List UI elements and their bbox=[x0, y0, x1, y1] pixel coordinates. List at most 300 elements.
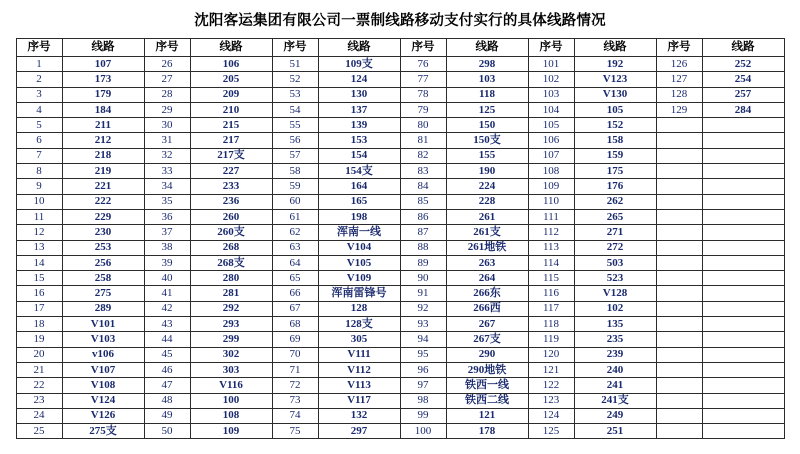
cell-route: 228 bbox=[446, 194, 528, 209]
cell-route: 299 bbox=[190, 332, 272, 347]
cell-route: 290 bbox=[446, 347, 528, 362]
cell-index: 67 bbox=[272, 301, 318, 316]
cell-index: 66 bbox=[272, 286, 318, 301]
cell-index: 50 bbox=[144, 424, 190, 439]
cell-route: V113 bbox=[318, 378, 400, 393]
cell-route: 176 bbox=[574, 179, 656, 194]
cell-index: 14 bbox=[16, 255, 62, 270]
cell-route: 209 bbox=[190, 87, 272, 102]
cell-index bbox=[656, 194, 702, 209]
cell-route: 154支 bbox=[318, 164, 400, 179]
table-row bbox=[16, 87, 784, 102]
table-row bbox=[16, 378, 784, 393]
cell-route bbox=[702, 408, 784, 423]
cell-route: 211 bbox=[62, 118, 144, 133]
cell-index: 116 bbox=[528, 286, 574, 301]
page-title: 沈阳客运集团有限公司一票制线路移动支付实行的具体线路情况 bbox=[194, 13, 606, 29]
cell-index: 74 bbox=[272, 408, 318, 423]
cell-index: 60 bbox=[272, 194, 318, 209]
cell-index: 17 bbox=[16, 301, 62, 316]
cell-index: 29 bbox=[144, 102, 190, 117]
cell-index: 102 bbox=[528, 72, 574, 87]
cell-route: 292 bbox=[190, 301, 272, 316]
cell-route: 浑南雷锋号 bbox=[318, 286, 400, 301]
table-body bbox=[16, 57, 784, 439]
cell-index: 70 bbox=[272, 347, 318, 362]
cell-route: 256 bbox=[62, 255, 144, 270]
table-row bbox=[16, 118, 784, 133]
column-header-index-5: 序号 bbox=[528, 39, 574, 57]
cell-route: 261地铁 bbox=[446, 240, 528, 255]
cell-index bbox=[656, 393, 702, 408]
cell-route: 109 bbox=[190, 424, 272, 439]
cell-route: 265 bbox=[574, 209, 656, 224]
cell-index: 54 bbox=[272, 102, 318, 117]
cell-route: 184 bbox=[62, 102, 144, 117]
cell-index: 86 bbox=[400, 209, 446, 224]
cell-index: 126 bbox=[656, 57, 702, 72]
cell-route: V108 bbox=[62, 378, 144, 393]
cell-index: 33 bbox=[144, 164, 190, 179]
cell-index: 10 bbox=[16, 194, 62, 209]
cell-route: 523 bbox=[574, 271, 656, 286]
cell-index: 103 bbox=[528, 87, 574, 102]
cell-index: 52 bbox=[272, 72, 318, 87]
table-row bbox=[16, 408, 784, 423]
cell-route: 109支 bbox=[318, 57, 400, 72]
cell-index: 34 bbox=[144, 179, 190, 194]
cell-index: 98 bbox=[400, 393, 446, 408]
cell-index: 18 bbox=[16, 317, 62, 332]
cell-route: V124 bbox=[62, 393, 144, 408]
cell-index: 48 bbox=[144, 393, 190, 408]
cell-index: 127 bbox=[656, 72, 702, 87]
cell-index: 73 bbox=[272, 393, 318, 408]
column-header-index-3: 序号 bbox=[272, 39, 318, 57]
cell-index: 61 bbox=[272, 209, 318, 224]
cell-index: 15 bbox=[16, 271, 62, 286]
cell-route: 121 bbox=[446, 408, 528, 423]
cell-route: 152 bbox=[574, 118, 656, 133]
cell-route: 219 bbox=[62, 164, 144, 179]
cell-route bbox=[702, 317, 784, 332]
cell-route: 271 bbox=[574, 225, 656, 240]
cell-route: 215 bbox=[190, 118, 272, 133]
table-row bbox=[16, 347, 784, 362]
cell-route bbox=[702, 179, 784, 194]
cell-route: 175 bbox=[574, 164, 656, 179]
table-row bbox=[16, 148, 784, 163]
cell-route: 铁西二线 bbox=[446, 393, 528, 408]
cell-route: 107 bbox=[62, 57, 144, 72]
cell-route: 267 bbox=[446, 317, 528, 332]
column-header-route-3: 线路 bbox=[318, 39, 400, 57]
cell-index: 87 bbox=[400, 225, 446, 240]
cell-route: 217支 bbox=[190, 148, 272, 163]
cell-index bbox=[656, 301, 702, 316]
cell-index bbox=[656, 332, 702, 347]
cell-route: V101 bbox=[62, 317, 144, 332]
cell-index: 79 bbox=[400, 102, 446, 117]
cell-index: 128 bbox=[656, 87, 702, 102]
cell-index bbox=[656, 408, 702, 423]
cell-index bbox=[656, 255, 702, 270]
table-header-row bbox=[16, 39, 784, 57]
cell-index: 110 bbox=[528, 194, 574, 209]
cell-route bbox=[702, 118, 784, 133]
cell-route: 251 bbox=[574, 424, 656, 439]
cell-index bbox=[656, 317, 702, 332]
cell-route: 154 bbox=[318, 148, 400, 163]
cell-index: 88 bbox=[400, 240, 446, 255]
cell-index: 113 bbox=[528, 240, 574, 255]
cell-index: 94 bbox=[400, 332, 446, 347]
cell-route: 503 bbox=[574, 255, 656, 270]
cell-route: 224 bbox=[446, 179, 528, 194]
cell-route: 132 bbox=[318, 408, 400, 423]
cell-route: 230 bbox=[62, 225, 144, 240]
cell-index: 45 bbox=[144, 347, 190, 362]
cell-route: 178 bbox=[446, 424, 528, 439]
cell-route: 264 bbox=[446, 271, 528, 286]
cell-route: 158 bbox=[574, 133, 656, 148]
cell-index: 114 bbox=[528, 255, 574, 270]
cell-route bbox=[702, 133, 784, 148]
cell-index: 90 bbox=[400, 271, 446, 286]
cell-index: 62 bbox=[272, 225, 318, 240]
table-row bbox=[16, 209, 784, 224]
cell-route: 239 bbox=[574, 347, 656, 362]
cell-route: 266东 bbox=[446, 286, 528, 301]
cell-index: 122 bbox=[528, 378, 574, 393]
cell-index: 19 bbox=[16, 332, 62, 347]
cell-route: 241 bbox=[574, 378, 656, 393]
column-header-route-1: 线路 bbox=[62, 39, 144, 57]
cell-route: 280 bbox=[190, 271, 272, 286]
cell-index: 85 bbox=[400, 194, 446, 209]
cell-route: V103 bbox=[62, 332, 144, 347]
cell-route: 100 bbox=[190, 393, 272, 408]
cell-route: 108 bbox=[190, 408, 272, 423]
cell-index: 100 bbox=[400, 424, 446, 439]
cell-route: V112 bbox=[318, 362, 400, 377]
cell-index: 93 bbox=[400, 317, 446, 332]
cell-index: 123 bbox=[528, 393, 574, 408]
cell-index: 13 bbox=[16, 240, 62, 255]
cell-route: 155 bbox=[446, 148, 528, 163]
cell-index: 72 bbox=[272, 378, 318, 393]
cell-route: 164 bbox=[318, 179, 400, 194]
cell-route: 305 bbox=[318, 332, 400, 347]
cell-index: 68 bbox=[272, 317, 318, 332]
cell-index: 43 bbox=[144, 317, 190, 332]
cell-index: 6 bbox=[16, 133, 62, 148]
cell-route bbox=[702, 148, 784, 163]
cell-route bbox=[702, 301, 784, 316]
cell-index: 84 bbox=[400, 179, 446, 194]
cell-index: 36 bbox=[144, 209, 190, 224]
cell-index: 12 bbox=[16, 225, 62, 240]
cell-route: 217 bbox=[190, 133, 272, 148]
cell-index: 3 bbox=[16, 87, 62, 102]
cell-route: 128支 bbox=[318, 317, 400, 332]
cell-route: 150支 bbox=[446, 133, 528, 148]
cell-index: 112 bbox=[528, 225, 574, 240]
cell-index: 56 bbox=[272, 133, 318, 148]
cell-index: 11 bbox=[16, 209, 62, 224]
cell-index: 120 bbox=[528, 347, 574, 362]
cell-route bbox=[702, 209, 784, 224]
cell-route: 222 bbox=[62, 194, 144, 209]
cell-route: 153 bbox=[318, 133, 400, 148]
cell-index: 40 bbox=[144, 271, 190, 286]
cell-route: 267支 bbox=[446, 332, 528, 347]
table-row bbox=[16, 102, 784, 117]
cell-route bbox=[702, 286, 784, 301]
cell-route: 249 bbox=[574, 408, 656, 423]
cell-route: 289 bbox=[62, 301, 144, 316]
cell-index: 107 bbox=[528, 148, 574, 163]
cell-index: 77 bbox=[400, 72, 446, 87]
cell-route: 221 bbox=[62, 179, 144, 194]
cell-route: 233 bbox=[190, 179, 272, 194]
cell-route: 192 bbox=[574, 57, 656, 72]
cell-index: 9 bbox=[16, 179, 62, 194]
cell-index bbox=[656, 164, 702, 179]
cell-index: 81 bbox=[400, 133, 446, 148]
cell-route: 253 bbox=[62, 240, 144, 255]
cell-route: 261 bbox=[446, 209, 528, 224]
cell-route: V111 bbox=[318, 347, 400, 362]
cell-index: 22 bbox=[16, 378, 62, 393]
cell-index: 75 bbox=[272, 424, 318, 439]
cell-index bbox=[656, 362, 702, 377]
cell-route: 241支 bbox=[574, 393, 656, 408]
cell-index: 121 bbox=[528, 362, 574, 377]
cell-route: 266西 bbox=[446, 301, 528, 316]
cell-route: 235 bbox=[574, 332, 656, 347]
cell-index: 20 bbox=[16, 347, 62, 362]
cell-index: 53 bbox=[272, 87, 318, 102]
table-row bbox=[16, 240, 784, 255]
cell-index: 117 bbox=[528, 301, 574, 316]
cell-route: V130 bbox=[574, 87, 656, 102]
table-row bbox=[16, 194, 784, 209]
cell-index: 82 bbox=[400, 148, 446, 163]
cell-route: V109 bbox=[318, 271, 400, 286]
cell-index: 30 bbox=[144, 118, 190, 133]
column-header-index-1: 序号 bbox=[16, 39, 62, 57]
cell-route: 262 bbox=[574, 194, 656, 209]
table-row bbox=[16, 286, 784, 301]
cell-index: 47 bbox=[144, 378, 190, 393]
cell-route: 173 bbox=[62, 72, 144, 87]
cell-index bbox=[656, 209, 702, 224]
cell-route: V116 bbox=[190, 378, 272, 393]
table-row bbox=[16, 164, 784, 179]
cell-index: 59 bbox=[272, 179, 318, 194]
cell-route: 159 bbox=[574, 148, 656, 163]
cell-route: 179 bbox=[62, 87, 144, 102]
cell-route: 105 bbox=[574, 102, 656, 117]
cell-route: 128 bbox=[318, 301, 400, 316]
cell-route: 260 bbox=[190, 209, 272, 224]
cell-route: 124 bbox=[318, 72, 400, 87]
cell-route: 263 bbox=[446, 255, 528, 270]
cell-route bbox=[702, 347, 784, 362]
cell-index: 55 bbox=[272, 118, 318, 133]
cell-index: 1 bbox=[16, 57, 62, 72]
cell-index: 124 bbox=[528, 408, 574, 423]
cell-index bbox=[656, 378, 702, 393]
cell-route: v106 bbox=[62, 347, 144, 362]
cell-index: 57 bbox=[272, 148, 318, 163]
cell-index bbox=[656, 286, 702, 301]
cell-index: 101 bbox=[528, 57, 574, 72]
cell-index: 118 bbox=[528, 317, 574, 332]
cell-index bbox=[656, 118, 702, 133]
column-header-index-4: 序号 bbox=[400, 39, 446, 57]
cell-route: 257 bbox=[702, 87, 784, 102]
cell-route bbox=[702, 378, 784, 393]
cell-index: 108 bbox=[528, 164, 574, 179]
cell-route: 212 bbox=[62, 133, 144, 148]
cell-route: 254 bbox=[702, 72, 784, 87]
column-header-route-6: 线路 bbox=[702, 39, 784, 57]
cell-index: 25 bbox=[16, 424, 62, 439]
table-row bbox=[16, 179, 784, 194]
cell-index: 71 bbox=[272, 362, 318, 377]
cell-route: V128 bbox=[574, 286, 656, 301]
cell-route: 165 bbox=[318, 194, 400, 209]
cell-index: 80 bbox=[400, 118, 446, 133]
table-row bbox=[16, 362, 784, 377]
cell-route: 298 bbox=[446, 57, 528, 72]
cell-index: 37 bbox=[144, 225, 190, 240]
cell-index: 83 bbox=[400, 164, 446, 179]
cell-route bbox=[702, 164, 784, 179]
table-row bbox=[16, 72, 784, 87]
cell-route: V126 bbox=[62, 408, 144, 423]
cell-index: 105 bbox=[528, 118, 574, 133]
cell-route bbox=[702, 194, 784, 209]
cell-index: 129 bbox=[656, 102, 702, 117]
cell-route: 铁西一线 bbox=[446, 378, 528, 393]
column-header-route-2: 线路 bbox=[190, 39, 272, 57]
cell-index: 89 bbox=[400, 255, 446, 270]
cell-index: 42 bbox=[144, 301, 190, 316]
cell-route: 268支 bbox=[190, 255, 272, 270]
cell-route: 240 bbox=[574, 362, 656, 377]
cell-index: 96 bbox=[400, 362, 446, 377]
cell-route bbox=[702, 271, 784, 286]
cell-route: V105 bbox=[318, 255, 400, 270]
cell-route: 297 bbox=[318, 424, 400, 439]
cell-route: 103 bbox=[446, 72, 528, 87]
table-row bbox=[16, 424, 784, 439]
cell-index: 39 bbox=[144, 255, 190, 270]
table-row bbox=[16, 301, 784, 316]
cell-route: 293 bbox=[190, 317, 272, 332]
cell-route: 浑南一线 bbox=[318, 225, 400, 240]
table-row bbox=[16, 317, 784, 332]
cell-index: 125 bbox=[528, 424, 574, 439]
routes-table bbox=[16, 38, 785, 439]
cell-index: 8 bbox=[16, 164, 62, 179]
cell-route: 198 bbox=[318, 209, 400, 224]
cell-index: 63 bbox=[272, 240, 318, 255]
cell-route: 268 bbox=[190, 240, 272, 255]
cell-route: 118 bbox=[446, 87, 528, 102]
cell-route: 275 bbox=[62, 286, 144, 301]
cell-index: 44 bbox=[144, 332, 190, 347]
cell-route: 302 bbox=[190, 347, 272, 362]
cell-index: 119 bbox=[528, 332, 574, 347]
column-header-index-6: 序号 bbox=[656, 39, 702, 57]
cell-index: 104 bbox=[528, 102, 574, 117]
cell-index: 65 bbox=[272, 271, 318, 286]
cell-index bbox=[656, 133, 702, 148]
cell-index bbox=[656, 148, 702, 163]
column-header-index-2: 序号 bbox=[144, 39, 190, 57]
column-header-route-5: 线路 bbox=[574, 39, 656, 57]
cell-index: 76 bbox=[400, 57, 446, 72]
cell-route: 106 bbox=[190, 57, 272, 72]
cell-index: 5 bbox=[16, 118, 62, 133]
cell-index bbox=[656, 179, 702, 194]
cell-route bbox=[702, 393, 784, 408]
cell-index bbox=[656, 347, 702, 362]
cell-index: 27 bbox=[144, 72, 190, 87]
cell-route: 139 bbox=[318, 118, 400, 133]
cell-route: 218 bbox=[62, 148, 144, 163]
cell-route: 284 bbox=[702, 102, 784, 117]
cell-index: 58 bbox=[272, 164, 318, 179]
cell-index: 78 bbox=[400, 87, 446, 102]
cell-route: 281 bbox=[190, 286, 272, 301]
cell-route bbox=[702, 362, 784, 377]
cell-index: 115 bbox=[528, 271, 574, 286]
cell-route: 261支 bbox=[446, 225, 528, 240]
cell-route: 135 bbox=[574, 317, 656, 332]
cell-route: 210 bbox=[190, 102, 272, 117]
cell-index: 23 bbox=[16, 393, 62, 408]
cell-route: V104 bbox=[318, 240, 400, 255]
cell-route: V123 bbox=[574, 72, 656, 87]
cell-route: 190 bbox=[446, 164, 528, 179]
table-row bbox=[16, 255, 784, 270]
cell-route: 229 bbox=[62, 209, 144, 224]
cell-index: 28 bbox=[144, 87, 190, 102]
cell-index: 91 bbox=[400, 286, 446, 301]
cell-route bbox=[702, 424, 784, 439]
cell-index: 106 bbox=[528, 133, 574, 148]
table-row bbox=[16, 271, 784, 286]
cell-index: 7 bbox=[16, 148, 62, 163]
cell-index: 99 bbox=[400, 408, 446, 423]
cell-index: 49 bbox=[144, 408, 190, 423]
cell-index: 32 bbox=[144, 148, 190, 163]
cell-route: 252 bbox=[702, 57, 784, 72]
cell-route: 227 bbox=[190, 164, 272, 179]
cell-index bbox=[656, 240, 702, 255]
cell-route: 205 bbox=[190, 72, 272, 87]
cell-index: 21 bbox=[16, 362, 62, 377]
cell-index: 2 bbox=[16, 72, 62, 87]
cell-index bbox=[656, 424, 702, 439]
cell-index: 95 bbox=[400, 347, 446, 362]
cell-index: 46 bbox=[144, 362, 190, 377]
